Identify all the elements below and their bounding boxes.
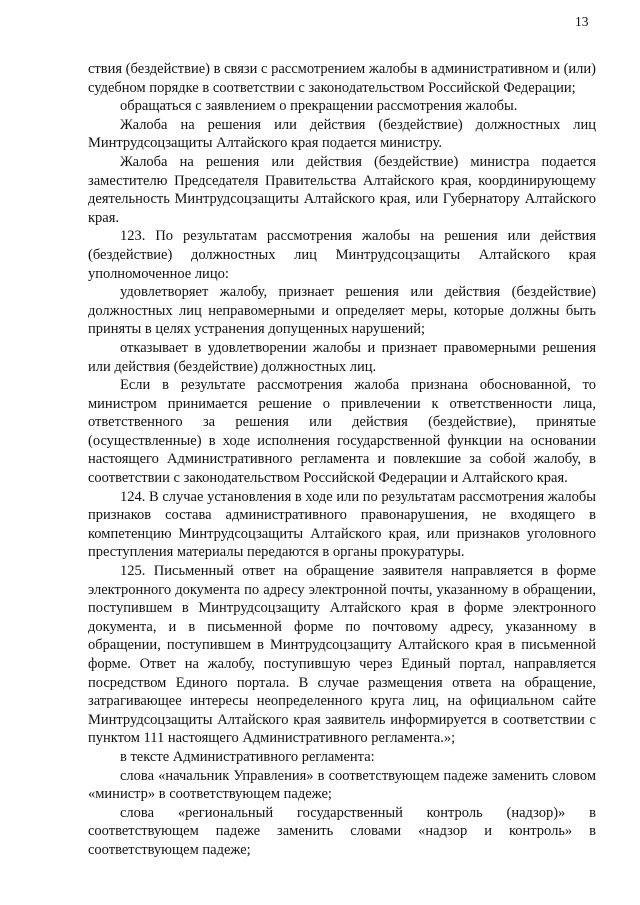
paragraph: удовлетворяет жалобу, признает решения или действия (бездействие) должностных лиц неправомерными и определяет меры, которые должны быть приняты в целях устранения допущенных нарушений; (88, 284, 596, 338)
paragraph: в тексте Административного регламента: (120, 748, 375, 765)
paragraph: Жалоба на решения или действия (бездействие) министра подается заместителю Председателя Правительства Алтайского края, координирующему деятельность Минтрудсоцзащиты Алтайского края, или Губернатору Алтайского края. (88, 153, 596, 226)
paragraph: Если в результате рассмотрения жалоба признана обоснованной, то министром принимается решение о привлечении к ответственности лица, ответственного за решения или действия (бездействие), принятые (осуществленные) в ходе исполнения государственной функции на основании настоящего Административного регламента и повлекшие за собой жалобу, в соответствии с законодательством Российской Федерации и Алтайского края. (88, 377, 596, 487)
paragraph: слова «начальник Управления» в соответствующем падеже заменить словом «министр» в соответствующем падеже; (88, 767, 596, 803)
page-number: 13 (575, 14, 589, 29)
paragraph: отказывает в удовлетворении жалобы и признает правомерными решения или действия (бездействие) должностных лиц. (88, 339, 596, 375)
paragraph: обращаться с заявлением о прекращении рассмотрения жалобы. (120, 98, 518, 115)
paragraph-continuation: ствия (бездействие) в связи с рассмотрением жалобы в административном и (или) судебном порядке в соответствии с законодательством Российской Федерации; (88, 61, 596, 96)
paragraph-item-124: 124. В случае установления в ходе или по результатам рассмотрения жалобы признаков состава административного правонарушения, не входящего в компетенцию Минтрудсоцзащиты Алтайского края, или признаков уголовного преступления материалы передаются в органы прокуратуры. (88, 488, 596, 561)
paragraph: слова «региональный государственный контроль (надзор)» в соответствующем падеже заменить словами «надзор и контроль» в соответствующем падеже; (88, 804, 596, 858)
paragraph-item-125: 125. Письменный ответ на обращение заявителя направляется в форме электронного документа по адресу электронной почты, указанному в обращении, поступившем в Минтрудсоцзащиту Алтайского края в форме электронного документа, и в письменной форме по почтовому адресу, указанному в обращении, поступившем в Минтрудсоцзащиту Алтайского края в письменной форме. Ответ на жалобу, поступившую через Единый портал, направляется посредством Единого портала. В случае размещения ответа на обращение, затрагивающее интересы неопределенного круга лиц, на официальном сайте Минтрудсоцзащиты Алтайского края заявитель информируется в соответствии с пунктом 111 настоящего Административного регламента.»; (88, 563, 596, 747)
paragraph-item-123: 123. По результатам рассмотрения жалобы на решения или действия (бездействие) должностных лиц Минтрудсоцзащиты Алтайского края уполномоченное лицо: (88, 228, 596, 282)
body-text (88, 60, 596, 860)
paragraph: Жалоба на решения или действия (бездействие) должностных лиц Минтрудсоцзащиты Алтайского края подается министру. (88, 116, 596, 152)
